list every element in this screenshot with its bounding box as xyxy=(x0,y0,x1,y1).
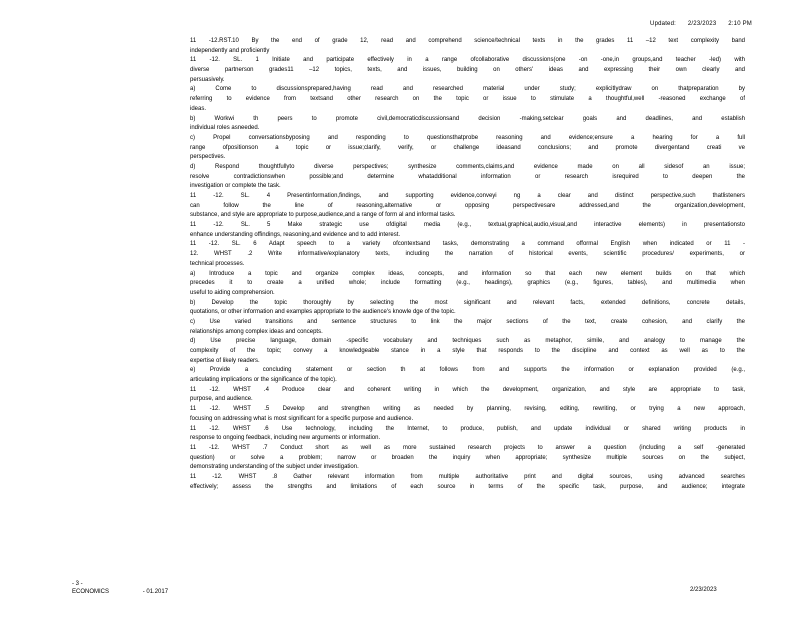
text-line: 11 -12. SL. 4 Presentinformation,findings, and supporting evidence,conveyi ng a clear and distinct perspective,such thatlisteners xyxy=(190,193,745,199)
text-line: range ofpositionson a topic or issue;clarify, verify, or challenge ideasand conclusions; and promote divergentand creati ve xyxy=(190,144,745,151)
updated-label: Updated: xyxy=(650,21,676,27)
text-line: complexity of the topic; convey a knowledgeable stance in a style that responds to the discipline and context as well as to the xyxy=(190,348,745,354)
text-line: 11 -12. WHST .7 Conduct short as well as more sustained research projects to answer a question (including a self -generated xyxy=(190,444,745,451)
text-line: 11 -12. WHST .8 Gather relevant information from multiple authoritative print and digital sources, using advanced searches xyxy=(190,473,745,480)
text-line: ideas. xyxy=(190,105,207,112)
text-line: focusing on addressing what is most significant for a specific purpose and audience. xyxy=(190,415,414,422)
updated-time: 2:10 PM xyxy=(728,21,752,27)
text-line: 11 -12.RST.10 By the end of grade 12, read and comprehend science/technical texts in the grades 11 –12 text complexity band xyxy=(190,38,745,44)
text-line: 11 -12. SL. 1 Initiate and participate effectively in a range ofcollaborative discussions(one -on -one,in groups,and teacher -led) with xyxy=(190,57,745,64)
text-line: 12. WHST .2 Write informative/explanatory texts, including the narration of historical events, scientific procedures/ experiments, or xyxy=(190,251,745,258)
page-number: - 3 - xyxy=(72,581,83,587)
text-line: precedes it to create a unified whole; include formatting (e.g., headings), graphics (e.g., figures, tables), and multimedia when xyxy=(190,280,745,287)
text-line: substance, and style are appropriate to purpose,audience,and a range of form al and informal tasks. xyxy=(190,212,456,219)
text-line: c) Use varied transitions and sentence structures to link the major sections of the text, create cohesion, and clarify the xyxy=(190,318,745,325)
footer-left xyxy=(72,580,168,596)
text-line: b) Workwi th peers to promote civil,democraticdiscussionsand decision -making,setclear goals and deadlines, and establish xyxy=(190,115,745,122)
text-line: relationships among complex ideas and concepts. xyxy=(190,328,323,335)
text-line: d) Respond thoughtfullyto diverse perspectives; synthesize comments,claims,and evidence made on all sidesof an issue; xyxy=(190,163,745,170)
text-line: investigation or complete the task. xyxy=(190,183,281,190)
text-line: enhance understanding offindings, reasoning,and evidence and to add interest. xyxy=(190,231,401,238)
course-code: - 01.2017 xyxy=(142,589,169,595)
text-line: demonstrating understanding of the subject under investigation. xyxy=(190,464,359,471)
text-line: quotations, or other information and examples appropriate to the audience's knowle dge of the topic. xyxy=(190,309,456,316)
text-line: 11 -12. WHST .6 Use technology, including the Internet, to produce, publish, and update individual or shared writing products in xyxy=(190,425,745,432)
header-updated-stamp xyxy=(650,21,752,27)
updated-date: 2/23/2023 xyxy=(687,21,717,27)
text-line: articulating implications or the significance of the topic). xyxy=(190,377,337,384)
text-line: resolve contradictionswhen possible;and determine whatadditional information or research isrequired to deepen the xyxy=(190,173,745,180)
text-line: a) Introduce a topic and organize complex ideas, concepts, and information so that each new element builds on that which xyxy=(190,270,745,277)
text-line: diverse partnerson grades11 –12 topics, texts, and issues, building on others' ideas and expressing their own clearly and xyxy=(190,67,745,74)
text-line: independently and proficiently xyxy=(190,47,270,54)
text-line: b) Develop the topic thoroughly by selecting the most significant and relevant facts, extended definitions, concrete details, xyxy=(190,299,745,306)
text-line: individual roles asneeded. xyxy=(190,125,260,132)
text-line: persuasively. xyxy=(190,76,225,83)
text-line: e) Provide a concluding statement or section th at follows from and supports the information or explanation provided (e.g., xyxy=(190,367,745,374)
text-line: can follow the line of reasoning,alternative or opposing perspectivesare addressed,and the organization,development, xyxy=(190,202,745,209)
text-line: effectively; assess the strengths and limitations of each source in terms of the specific task, purpose, and audience; integrate xyxy=(190,483,745,490)
text-line: 11 -12. SL. 6 Adapt speech to a variety ofcontextsand tasks, demonstrating a command offormal English when indicated or 11 - xyxy=(190,241,745,248)
text-line: a) Come to discussionsprepared,having read and researched material under study; explicitlydraw on thatpreparation by xyxy=(190,86,745,93)
text-line: question) or solve a problem; narrow or broaden the inquiry when appropriate; synthesize multiple sources on the subject, xyxy=(190,454,745,461)
text-line: technical processes. xyxy=(190,260,245,267)
course-name: ECONOMICS xyxy=(72,589,110,595)
text-line: 11 -12. WHST .5 Develop and strengthen writing as needed by planning, revising, editing, rewriting, or trying a new approach, xyxy=(190,406,745,413)
text-line: expertise of likely readers. xyxy=(190,357,260,364)
text-line: useful to aiding comprehension. xyxy=(190,289,275,296)
text-line: c) Propel conversationsbyposing and responding to questionsthatprobe reasoning and evidence;ensure a hearing for a full xyxy=(190,134,745,141)
standards-text-body xyxy=(190,37,745,492)
text-line: response to ongoing feedback, including new arguments or information. xyxy=(190,435,381,442)
text-line: referring to evidence from textsand other research on the topic or issue to stimulate a thoughtful,well -reasoned exchange of xyxy=(190,96,745,103)
footer-date: 2/23/2023 xyxy=(690,587,717,593)
text-line: 11 -12. WHST .4 Produce clear and coherent writing in which the development, organization, and style are appropriate to task, xyxy=(190,386,745,393)
text-line: purpose, and audience. xyxy=(190,396,253,403)
text-line: 11 -12. SL. 5 Make strategic use ofdigital media (e.g., textual,graphical,audio,visual,and interactive elements) in presentationsto xyxy=(190,222,745,229)
text-line: perspectives. xyxy=(190,154,226,161)
text-line: d) Use precise language, domain -specific vocabulary and techniques such as metaphor, simile, and analogy to manage the xyxy=(190,338,745,345)
